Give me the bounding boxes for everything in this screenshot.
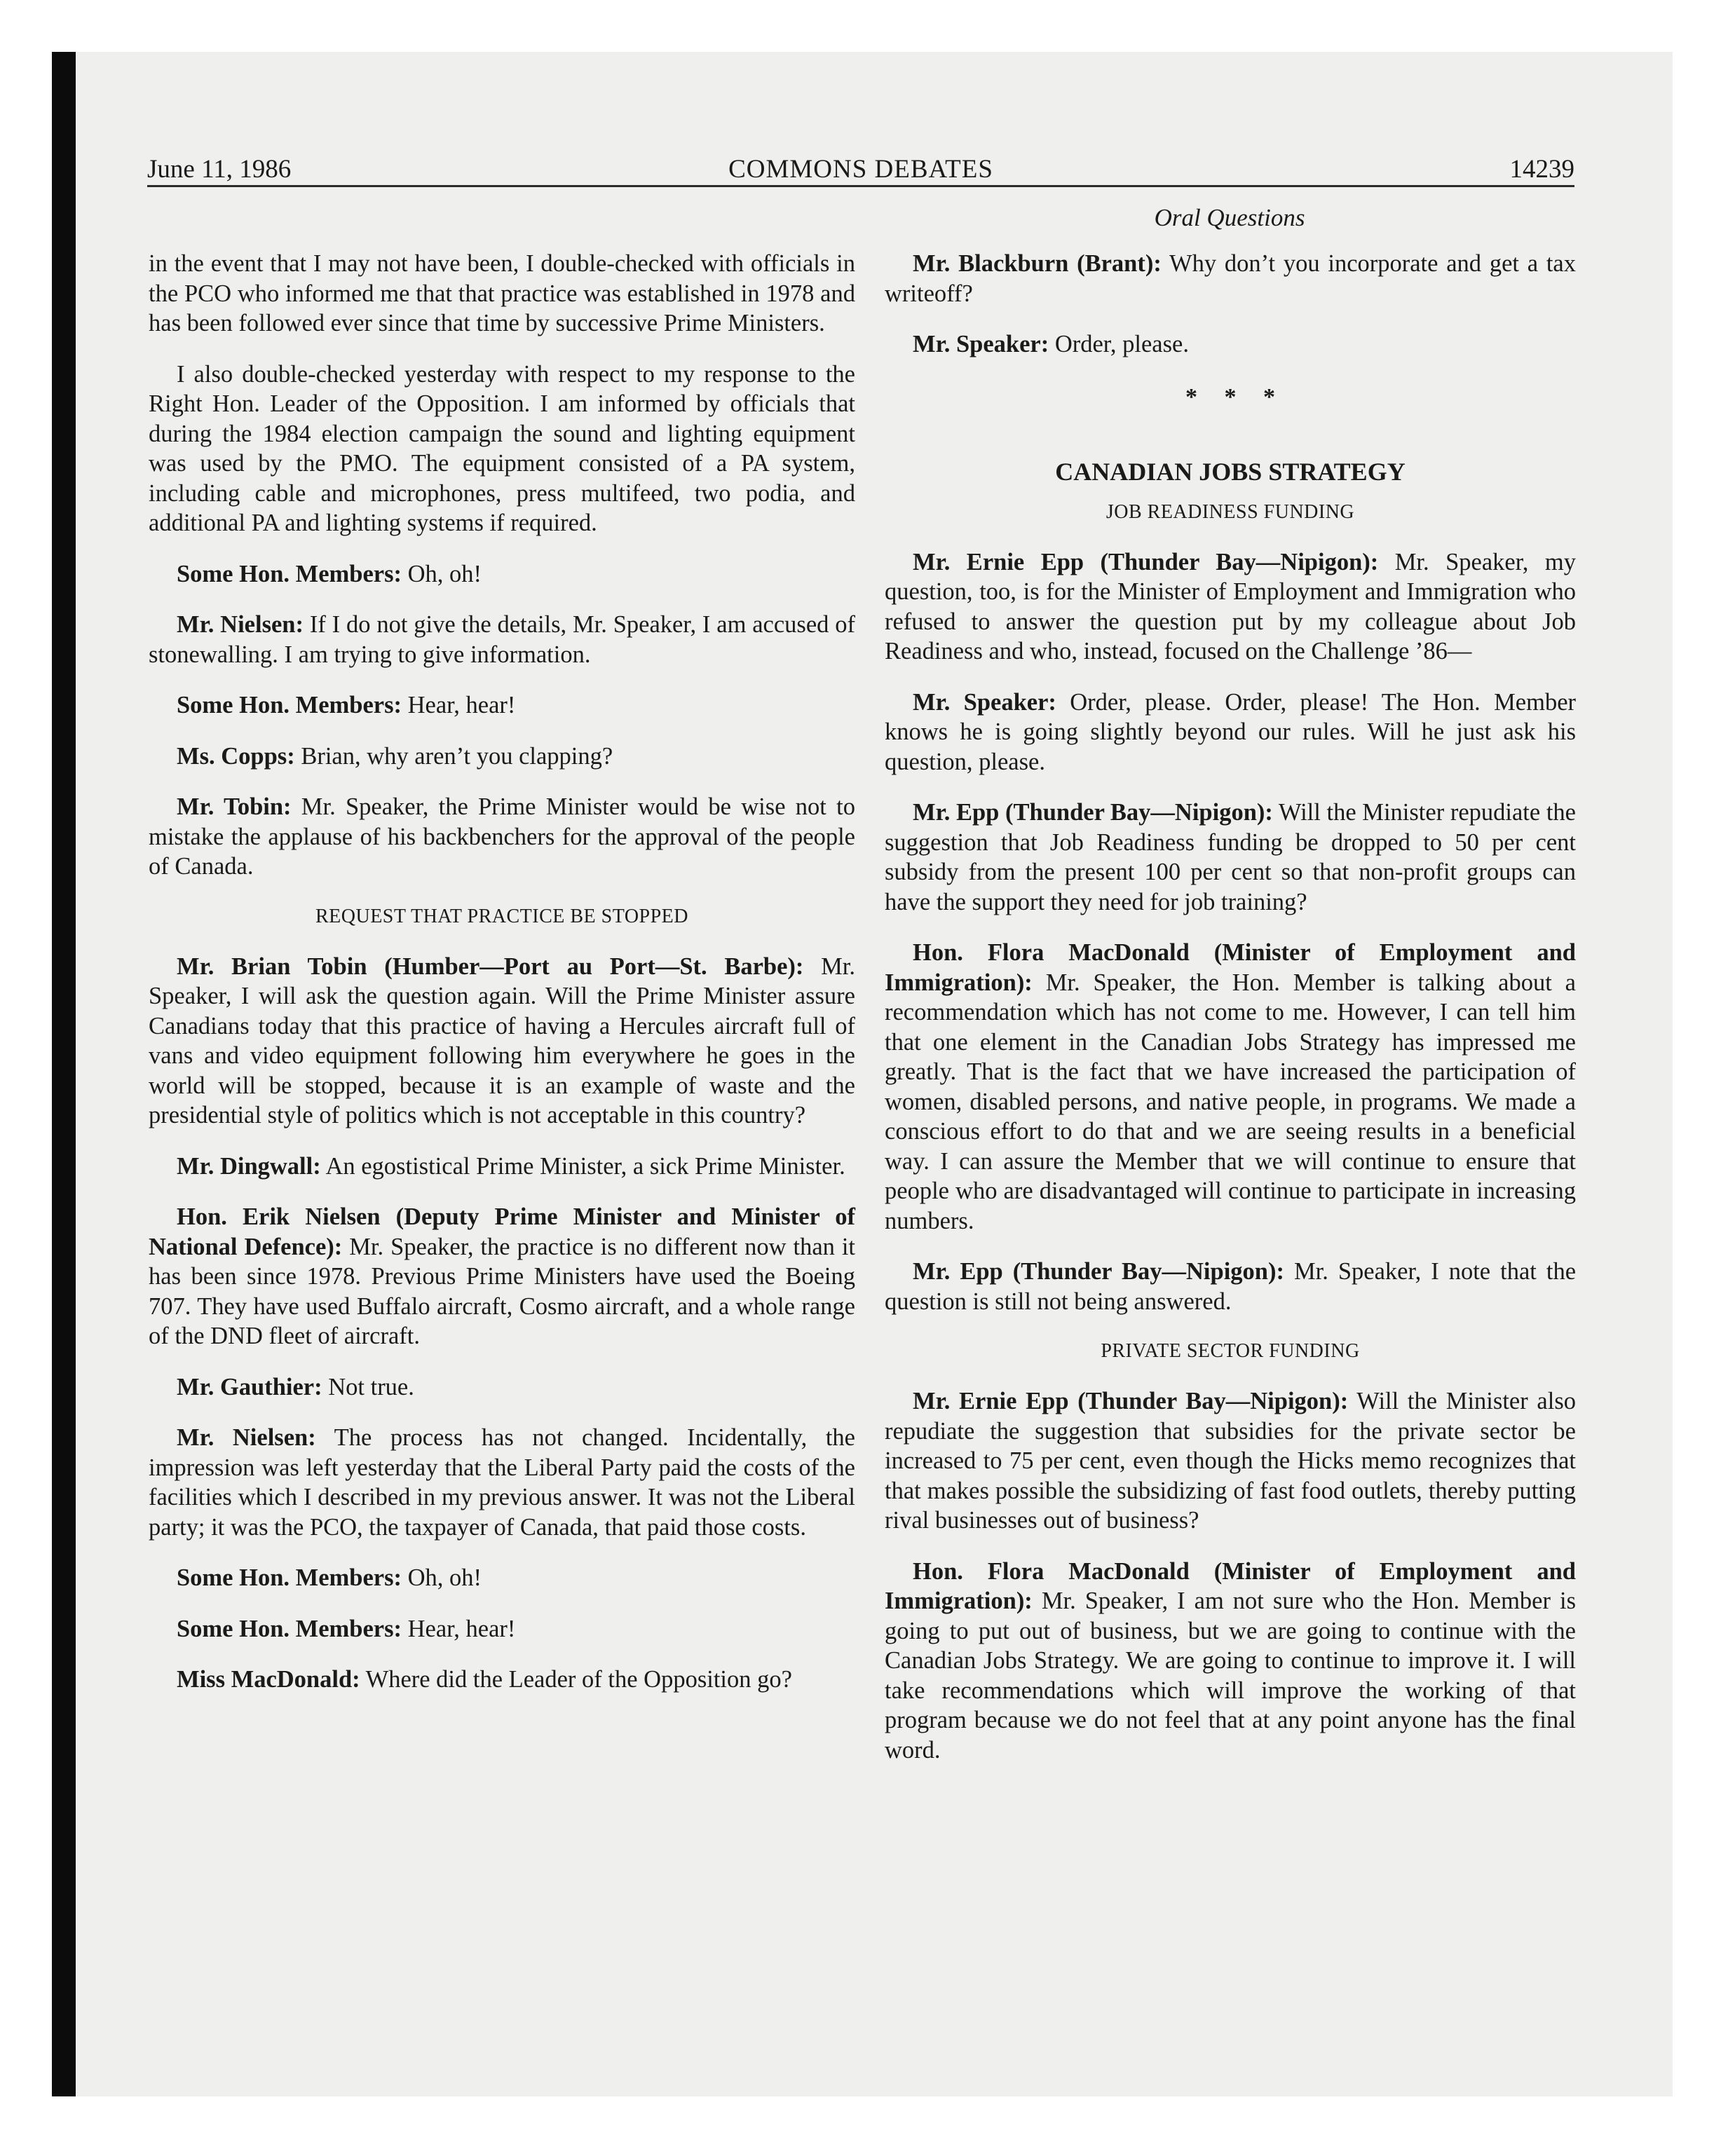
paragraph	[885, 329, 1576, 360]
speaker-name: Mr. Nielsen:	[177, 611, 304, 638]
speaker-name: Hon. Flora MacDonald (Minister of Employment and Immigration):	[885, 939, 1576, 996]
header-rule	[147, 185, 1574, 187]
header-title: COMMONS DEBATES	[728, 155, 993, 184]
paragraph	[149, 1152, 855, 1182]
speech-text: Mr. Speaker, I am not sure who the Hon. Member is going to put out of business, but we are going to continue with the Canadian Jobs Strategy. We are going to continue to improve it. I will take recommendations which will improve the working of that program because we do not feel that at any point anyone has the final word.	[885, 1588, 1576, 1763]
paragraph	[885, 1386, 1576, 1536]
binding-edge	[52, 52, 76, 2096]
speaker-name: Mr. Nielsen:	[177, 1424, 316, 1451]
speaker-name: Mr. Epp (Thunder Bay—Nipigon):	[913, 1258, 1284, 1285]
speech-text: Mr. Speaker, my question, too, is for the Minister of Employment and Immigration who refused to answer the question put by my colleague about Job Readiness and who, instead, focused on the Challenge ’86—	[885, 548, 1576, 664]
paragraph	[149, 1202, 855, 1351]
speaker-name: Mr. Brian Tobin (Humber—Port au Port—St. Barbe):	[177, 953, 804, 980]
header-date: June 11, 1986	[147, 155, 292, 184]
paragraph	[149, 1614, 855, 1644]
paragraph	[885, 1557, 1576, 1766]
speaker-name: Mr. Gauthier:	[177, 1373, 322, 1400]
paragraph	[149, 690, 855, 721]
subheading: REQUEST THAT PRACTICE BE STOPPED	[315, 905, 689, 927]
speaker-name: Mr. Ernie Epp (Thunder Bay—Nipigon):	[913, 548, 1379, 575]
speaker-name: Mr. Epp (Thunder Bay—Nipigon):	[913, 799, 1273, 826]
speech-text: Hear, hear!	[401, 692, 516, 718]
section-heading: CANADIAN JOBS STRATEGY	[1055, 457, 1406, 486]
speaker-name: Some Hon. Members:	[177, 1615, 402, 1642]
paragraph	[885, 938, 1576, 1236]
paragraph	[885, 798, 1576, 917]
speech-text: Mr. Speaker, the Hon. Member is talking about a recommendation which has not come to me. However, I can tell him that one element in the Canadian Jobs Strategy has impressed me greatly. That is the fact that we have increased the participation of women, disabled persons, and native people, in programs. We made a conscious effort to do that and we are seeing results in a beneficial way. I can assure the Member that we will continue to ensure that people who are disadvantaged will continue to participate in increasing numbers.	[885, 969, 1576, 1234]
speaker-name: Mr. Dingwall:	[177, 1152, 321, 1180]
paragraph: in the event that I may not have been, I double-checked with officials in the PCO who informed me that that practice was established in 1978 and has been followed ever since that time by successive Prime Ministers.	[149, 250, 855, 336]
paragraph	[149, 952, 855, 1131]
header-page-number: 14239	[1509, 155, 1574, 184]
speech-text: Order, please.	[1049, 331, 1189, 357]
paragraph	[885, 688, 1576, 777]
speech-text: Mr. Speaker, I note that the question is still not being answered.	[885, 1258, 1577, 1315]
paragraph	[149, 1423, 855, 1542]
speaker-name: Mr. Tobin:	[177, 793, 292, 820]
speech-text: An egostistical Prime Minister, a sick Prime Minister.	[320, 1152, 845, 1180]
paragraph	[885, 547, 1576, 667]
speech-text: Mr. Speaker, I will ask the question again. Will the Prime Minister assure Canadians today that this practice of having a Hercules aircraft full of vans and video equipment following him everywhere he goes in the world will be stopped, because it is an example of waste and the presidential style of politics which is not acceptable in this country?	[149, 953, 855, 1128]
speaker-name: Mr. Blackburn (Brant):	[913, 250, 1162, 277]
speech-text: Where did the Leader of the Opposition go?	[360, 1666, 792, 1693]
paragraph	[149, 610, 855, 669]
paragraph	[149, 792, 855, 882]
speech-text: The process has not changed. Incidentally, the impression was left yesterday that the Liberal Party paid the costs of the facilities which I described in my previous answer. It was not the Liberal party; it was the PCO, the taxpayer of Canada, that paid those costs.	[149, 1424, 855, 1541]
speaker-name: Mr. Ernie Epp (Thunder Bay—Nipigon):	[913, 1388, 1349, 1414]
paragraph	[885, 1257, 1576, 1316]
speaker-name: Ms. Copps:	[177, 742, 295, 770]
speech-text: Will the Minister also repudiate the suggestion that subsidies for the private sector be increased to 75 per cent, even though the Hicks memo recognizes that that makes possible the subsidizing of fast food outlets, thereby putting rival businesses out of business?	[885, 1388, 1576, 1534]
left-column	[149, 249, 855, 1716]
speech-text: Not true.	[322, 1373, 414, 1400]
speech-text: Why don’t you incorporate and get a tax writeoff?	[885, 250, 1576, 307]
paragraph	[149, 742, 855, 772]
speech-text: If I do not give the details, Mr. Speaker, I am accused of stonewalling. I am trying to give information.	[149, 611, 856, 668]
speaker-name: Hon. Flora MacDonald (Minister of Employment and Immigration):	[885, 1557, 1576, 1614]
paragraph: I also double-checked yesterday with respect to my response to the Right Hon. Leader of the Opposition. I am informed by officials that during the 1984 election campaign the sound and lighting equipment was used by the PMO. The equipment consisted of a PA system, including cable and microphones, press multifeed, two podia, and additional PA and lighting systems if required.	[149, 360, 855, 536]
paragraph	[885, 249, 1576, 308]
paragraph	[149, 1372, 855, 1403]
running-head	[147, 153, 1574, 186]
speech-text: Brian, why aren’t you clapping?	[294, 742, 613, 770]
speaker-name: Some Hon. Members:	[177, 1564, 402, 1591]
right-column	[885, 249, 1576, 1786]
subheading: JOB READINESS FUNDING	[1105, 500, 1355, 523]
speaker-name: Mr. Speaker:	[913, 331, 1049, 357]
speech-text: Oh, oh!	[401, 1564, 482, 1591]
speaker-name: Miss MacDonald:	[177, 1666, 360, 1693]
speech-text: Hear, hear!	[401, 1615, 516, 1642]
section-label: Oral Questions	[1154, 204, 1305, 231]
paragraph	[149, 1563, 855, 1593]
speaker-name: Some Hon. Members:	[177, 692, 402, 718]
speech-text: Oh, oh!	[401, 560, 482, 587]
speech-text: Will the Minister repudiate the suggestion that Job Readiness funding be dropped to 50 per cent subsidy from the present 100 per cent so that non-profit groups can have the support they need for job training?	[885, 799, 1576, 915]
speaker-name: Hon. Erik Nielsen (Deputy Prime Minister and Minister of National Defence):	[149, 1203, 855, 1260]
speaker-name: Some Hon. Members:	[177, 560, 402, 587]
subheading: PRIVATE SECTOR FUNDING	[1101, 1340, 1360, 1362]
speech-text: Mr. Speaker, the practice is no different now than it has been since 1978. Previous Prime Ministers have used the Boeing 707. They have used Buffalo aircraft, Cosmo aircraft, and a whole range of the DND fleet of aircraft.	[149, 1233, 855, 1349]
section-break-stars: * * *	[1185, 383, 1275, 410]
paragraph	[149, 559, 855, 589]
paragraph	[149, 1665, 855, 1695]
speaker-name: Mr. Speaker:	[913, 688, 1056, 716]
speech-text: Mr. Speaker, the Prime Minister would be wise not to mistake the applause of his backbenchers for the approval of the people of Canada.	[149, 793, 855, 880]
speech-text: Order, please. Order, please! The Hon. Member knows he is going slightly beyond our rules. Will he just ask his question, please.	[885, 688, 1577, 775]
